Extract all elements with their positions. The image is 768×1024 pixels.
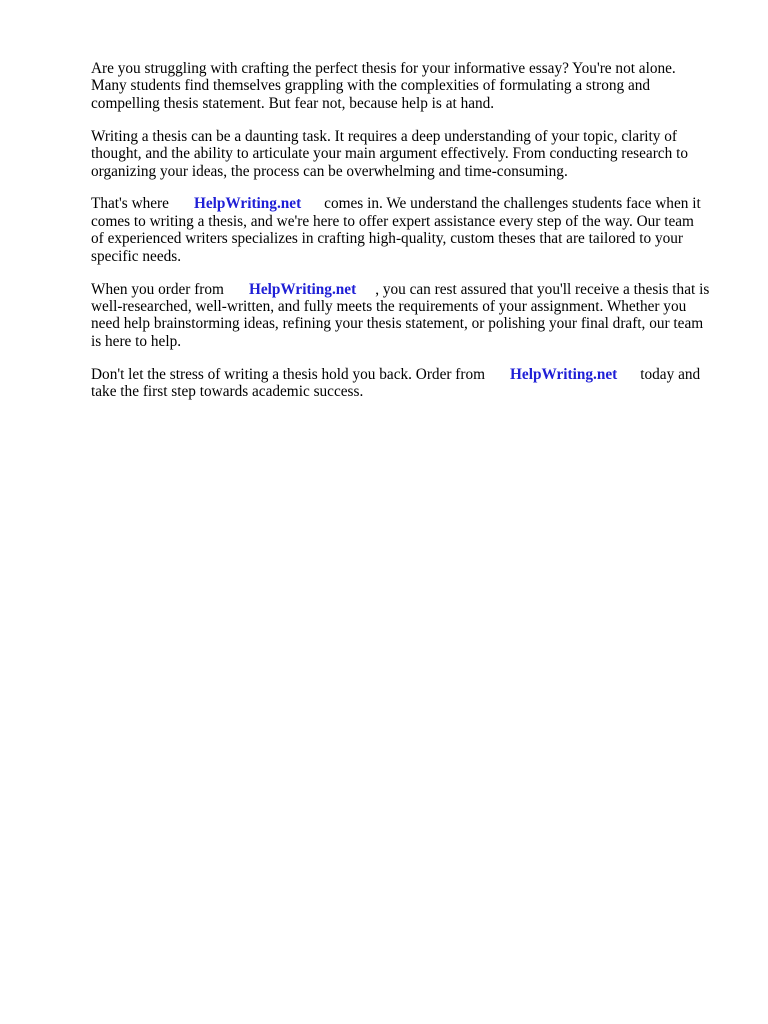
text-segment: That's where <box>91 195 169 213</box>
text-line-with-link <box>91 281 721 298</box>
text-segment: , you can rest assured that you'll receive a thesis that is <box>375 280 710 298</box>
text-line: need help brainstorming ideas, refining your thesis statement, or polishing your final draft, our team <box>91 315 704 333</box>
text-line: of experienced writers specializes in crafting high-quality, custom theses that are tailored to your <box>91 230 683 248</box>
document-body <box>91 60 721 416</box>
text-line: take the first step towards academic success. <box>91 383 364 401</box>
text-line: well-researched, well-written, and fully meets the requirements of your assignment. Whether you <box>91 297 687 315</box>
text-line: compelling thesis statement. But fear not, because help is at hand. <box>91 94 495 112</box>
text-line-with-link <box>91 366 721 383</box>
paragraph-challenge <box>91 128 721 180</box>
helpwriting-link[interactable]: HelpWriting.net <box>248 280 357 298</box>
text-line: comes to writing a thesis, and we're here to offer expert assistance every step of the way. Our team <box>91 212 694 230</box>
text-line: Many students find themselves grappling with the complexities of formulating a strong and <box>91 77 651 95</box>
text-line-with-link <box>91 195 721 212</box>
helpwriting-link[interactable]: HelpWriting.net <box>193 195 302 213</box>
text-segment: today and <box>640 365 701 383</box>
text-line: is here to help. <box>91 332 182 350</box>
paragraph-order <box>91 281 721 351</box>
text-segment: Don't let the stress of writing a thesis hold you back. Order from <box>91 365 486 383</box>
text-line: specific needs. <box>91 247 182 265</box>
paragraph-service <box>91 195 721 265</box>
paragraph-intro <box>91 60 721 112</box>
text-line: Are you struggling with crafting the perfect thesis for your informative essay? You're not alone. <box>91 60 676 77</box>
text-line: thought, and the ability to articulate your main argument effectively. From conducting research to <box>91 145 688 163</box>
text-segment: When you order from <box>91 280 224 298</box>
text-line: Writing a thesis can be a daunting task. It requires a deep understanding of your topic, clarity of <box>91 127 678 145</box>
paragraph-call-to-action <box>91 366 721 401</box>
text-segment: comes in. We understand the challenges students face when it <box>324 195 701 213</box>
helpwriting-link[interactable]: HelpWriting.net <box>510 365 618 383</box>
text-line: organizing your ideas, the process can be overwhelming and time-consuming. <box>91 162 568 180</box>
